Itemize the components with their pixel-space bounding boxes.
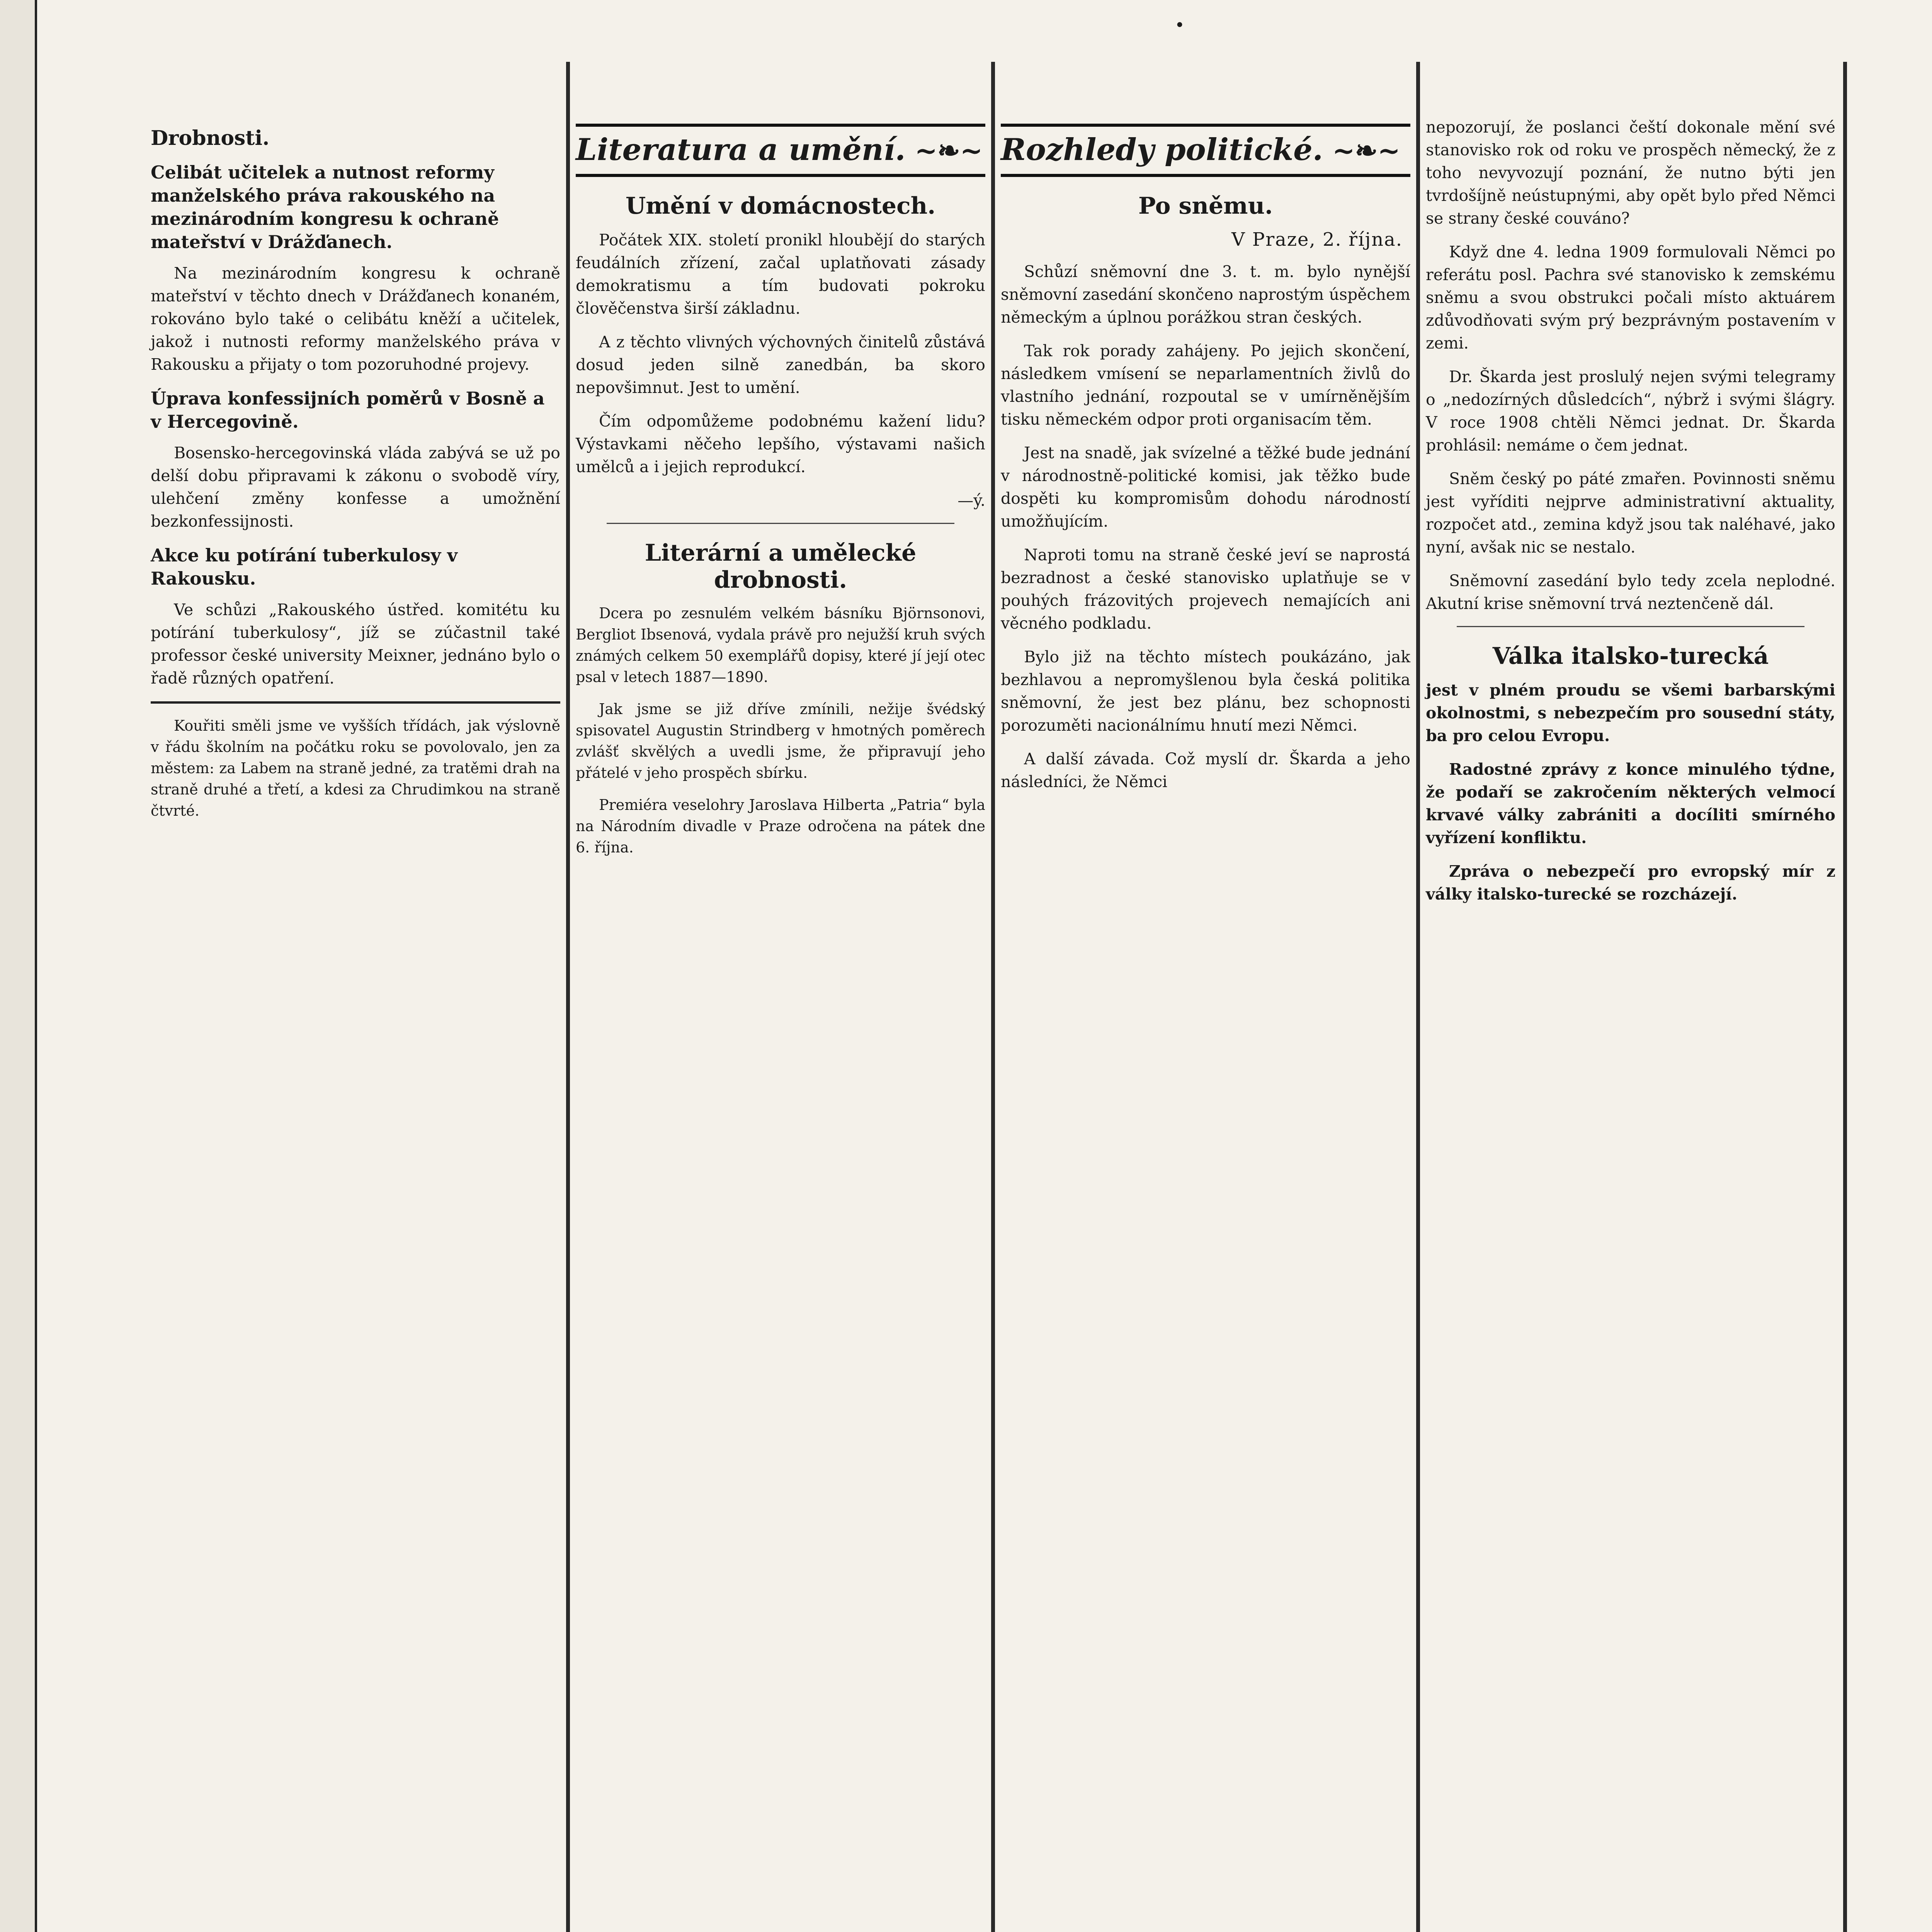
article-paragraph: Schůzí sněmovní dne 3. t. m. bylo nynější sněmovní zasedání skončeno naprostým úspěchem německým a úplnou porážkou stran českých. [1001, 262, 1410, 327]
article-signature: —ý. [957, 491, 985, 510]
previous-page-edge [0, 0, 37, 1932]
item-text: Ve schůzi „Rakouského ústřed. komitétu ku potírání tuberkulosy“, jíž se zúčastnil také professor české university Meixner, jednáno bylo o řadě různých opatření. [151, 600, 560, 687]
print-mark: • [1175, 15, 1185, 35]
article-heading: Literární a umělecké drobnosti. [645, 539, 917, 594]
column-continued [1426, 116, 1835, 917]
article-paragraph: Jak jsme se již dříve zmínili, nežije švédský spisovatel Augustin Strindberg v hmotných poměrech zvlášť skvělých a uvedli jsme, že připravují jeho přátelé v jeho prospěch sbírku. [576, 701, 985, 781]
article-paragraph: Čím odpomůžeme podobnému kažení lidu? Výstavkami něčeho lepšího, výstavami našich umělců a i jejich reprodukcí. [576, 412, 985, 476]
item-title: Celibát učitelek a nutnost reformy manželského práva rakouského na mezinárodním kongresu k ochraně mateřství v Drážďanech. [151, 162, 499, 252]
article-paragraph: nepozorují, že poslanci čeští dokonale mění své stanovisko rok od roku ve prospěch německý, že z toho nevyvozují poznání, že nutno býti jen tvrdošíjně neústupnými, aby opět bylo před Němci se strany české couváno? [1426, 118, 1835, 228]
item-title: Akce ku potírání tuberkulosy v Rakousku. [151, 545, 457, 589]
column-rule-3 [1416, 62, 1420, 1932]
article-paragraph: Když dne 4. ledna 1909 formulovali Němci po referátu posl. Pachra své stanovisko k zemskému sněmu a svou obstrukci počali místo aktuárem zdůvodňovati svým prý bezprávným postavením v zemi. [1426, 243, 1835, 352]
column-rule-1 [566, 62, 570, 1932]
item-title: Úprava konfessijních poměrů v Bosně a v Hercegovině. [151, 388, 545, 432]
column-drobnosti [151, 116, 560, 832]
article-paragraph: Dcera po zesnulém velkém básníku Björnsonovi, Bergliot Ibsenová, vydala právě pro nejužší kruh svých známých celkem 50 exemplářů dopisy, které jí její otec psal v letech 1887—1890. [576, 605, 985, 685]
article-paragraph: Radostné zprávy z konce minulého týdne, že podaří se zakročením některých velmocí krvavé války zabrániti a docíliti smírného vyřízení konfliktu. [1426, 760, 1835, 847]
section-title: Literatura a umění. [576, 132, 906, 167]
column-rule-4 [1843, 62, 1847, 1932]
item-text: Na mezinárodním kongresu k ochraně mateřství v těchto dnech v Drážďanech konaném, rokováno bylo také o celibátu kněží a učitelek, jakož i nutnosti reformy manželského práva v Rakousku a přijaty o tom pozoruhodné projevy. [151, 264, 560, 374]
section-title: Rozhledy politické. [1001, 132, 1323, 167]
article-paragraph: Sněmovní zasedání bylo tedy zcela neplodné. Akutní krise sněmovní trvá neztenčeně dál. [1426, 571, 1835, 613]
article-heading: Po sněmu. [1138, 192, 1273, 219]
divider [151, 701, 560, 704]
article-paragraph: A z těchto vlivných výchovných činitelů zůstává dosud jeden silně zanedbán, ba skoro nepovšimnut. Jest to umění. [576, 333, 985, 397]
dateline: V Praze, 2. října. [1231, 229, 1403, 250]
article-paragraph: Jest na snadě, jak svízelné a těžké bude jednání v národnostně-politické komisi, jak těžko bude dospěti ku kompromisům dohodu národností umožňujícím. [1001, 444, 1410, 531]
article-paragraph: A další závada. Což myslí dr. Škarda a jeho následníci, že Němci [1001, 750, 1410, 791]
article-paragraph: Bylo již na těchto místech poukázáno, jak bezhlavou a nepromyšlenou byla česká politika sněmovní, že jest bez plánu, bez schopnosti porozuměti nacionálnímu hnutí mezi Němci. [1001, 648, 1410, 735]
column-literatura [576, 116, 985, 869]
article-paragraph: Počátek XIX. století pronikl hloubějí do starých feudálních zřízení, začal uplatňovati zásady demokratismu a tím budovati pokroku člověčenstva širší základnu. [576, 231, 985, 318]
article-heading: Válka italsko-turecká [1492, 643, 1769, 670]
article-paragraph: jest v plném proudu se všemi barbarskými okolnostmi, s nebezpečím pro sousední státy, ba pro celou Evropu. [1426, 681, 1835, 745]
article-heading: Umění v domácnostech. [625, 192, 936, 219]
section-title-box [576, 124, 985, 177]
divider [1457, 626, 1804, 627]
divider [607, 523, 954, 524]
ornament-icon: ~❧~ [1332, 134, 1400, 167]
article-paragraph: Sněm český po páté zmařen. Povinnosti sněmu jest vyříditi nejprve administrativní aktuality, rozpočet atd., zemina když jsou tak naléhavé, jako nyní, avšak nic se nestalo. [1426, 469, 1835, 556]
item-text: Bosensko-hercegovinská vláda zabývá se už po delší dobu připravami k zákonu o svobodě víry, ulehčení změny konfesse a umožnění bezkonfessijnosti. [151, 444, 560, 531]
article-paragraph: Dr. Škarda jest proslulý nejen svými telegramy o „nedozírných důsledcích“, nýbrž i svými šlágry. V roce 1908 chtěli Němci jednat. Dr. Škarda prohlásil: nemáme o čem jednat. [1426, 367, 1835, 454]
article-paragraph: Zpráva o nebezpečí pro evropský mír z války italsko-turecké se rozcházejí. [1426, 862, 1835, 903]
ornament-icon: ~❧~ [915, 134, 983, 167]
article-paragraph: Premiéra veselohry Jaroslava Hilberta „Patria“ byla na Národním divadle v Praze odročena na pátek dne 6. října. [576, 796, 985, 856]
section-title-box [1001, 124, 1410, 177]
article-paragraph: Naproti tomu na straně české jeví se naprostá bezradnost a české stanovisko uplatňuje se v pouhých frázovitých projevech nemajících ani věcného podkladu. [1001, 546, 1410, 633]
feuilleton-text: Kouřiti směli jsme ve vyšších třídách, jak výslovně v řádu školním na počátku roku se povolovalo, jen za městem: za Labem na straně jedné, za tratěmi drah na straně druhé a třetí, a kdesi za Chrudimkou na straně čtvrté. [151, 717, 560, 819]
column-rule-2 [991, 62, 995, 1932]
article-paragraph: Tak rok porady zahájeny. Po jejich skončení, následkem vmísení se neparlamentních živlů do vlastního jednání, rozpoutal se v umírněnějším tisku německém odpor proti organisacím těm. [1001, 342, 1410, 429]
section-heading: Drobnosti. [151, 126, 270, 150]
column-rozhledy [1001, 116, 1410, 804]
